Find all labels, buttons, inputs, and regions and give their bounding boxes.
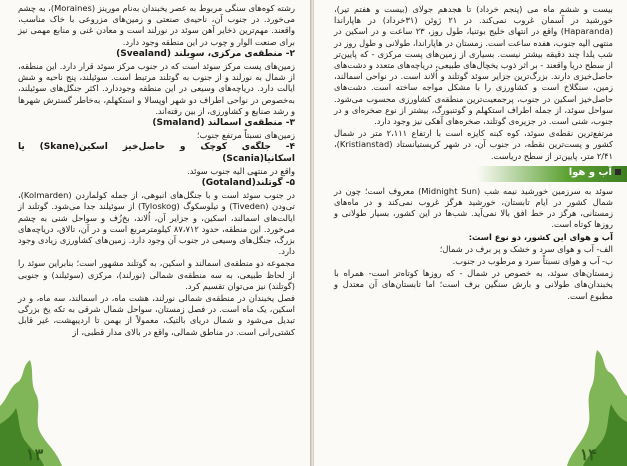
subheading: آب و هوای این کشور، دو نوع است: bbox=[468, 231, 613, 242]
paragraph: زمین‌های پست مرکز سوئد است که در جنوب مرکز سوئد قرار دارد. این منطقه، از شمال به نورلند و از جنوب به گوتلند مرتبط است. سوئیلند، پنج ناحیه و شش ایالت دارد. دریاچه‌های وسیعی در این منطقه وجوددارد. اکثر جنگل‌های سوئیلند، به‌خصوص در نواحی اطراف دو شهر اوپسالا و استکهلم، به‌خاطر گسترش شهرها و رشد صنایع و کشاورزی، از بین رفته‌اند. bbox=[18, 61, 295, 116]
paragraph: در جنوب سوئد است و با جنگل‌های انبوهی، از جمله کولماردن (Kolmarden)، تی‌ودن (Tiveden) و تیلوسکوگ (Tyloskog) از سوئیلند جدا می‌شود. گوتلند از ایالت‌های اسمالند، اسکین، و جزایر آن، اُلاند، بخ‌زُف و سواحل شنی به چشم می‌خورد. این منطقه، حدود ۸۷،۷۱۲ کیلومترمربع است و در آن، تالاق، دریاچه‌های بزرگ، جنگل‌های وسیعی در جنوب آن وجود دارد. زمین‌های کشاورزی زیادی وجود دارد. bbox=[18, 190, 295, 257]
section-banner bbox=[477, 166, 627, 182]
list-item: الف- آب و هوای سرد و خشک و پر برف در شمال؛ bbox=[439, 243, 613, 254]
paragraph: واقع در منتهی الیه جنوب سوئد. bbox=[187, 165, 295, 176]
paragraph: سوئد به سرزمین خورشید نیمه شب (Midnight Sun) معروف است؛ چون در شمال کشور در ایام تابستان، خورشید هرگز غروب نمی‌کند و در ماه‌های زمستانی، هرگز در خط افق بالا نمی‌آید. شب‌ها در این کشور، بسیار طولانی و روزها کوتاه است. bbox=[334, 185, 613, 230]
paragraph: مجموعه دو منطقه‌ی اسمالند و اسکین، به گوتلند مشهور است؛ بنابراین سوئد را از لحاظ طبیعی، به سه منطقه‌ی شمالی (نورلند)، مرکزی (سوئیلند) و جنوبی (گوتلند) نیز می‌توان تقسیم کرد. bbox=[18, 258, 295, 291]
square-bullet-icon bbox=[615, 169, 621, 175]
paragraph: زمستان‌های سوئد، به خصوص در شمال - که روزها کوتاه‌تر است- همراه با یخبندان‌های طولانی و بارش سنگین برف است؛ اما تابستان‌های آن معتدل و مطبوع است. bbox=[334, 268, 613, 301]
paragraph: فصل یخبندان در منطقه‌ی شمالی نورلند، هشت ماه، در اسمالند، سه ماه، و در اسکین، یک ماه است. در فصل زمستان، سواحل شمال شرقی به تکه یخ بزرگی تبدیل می‌شود و شمال دریای بالتیک، معمولاً از بهمن تا اردیبهشت، غیر قابل کشتی‌رانی است. در مناطق شمالی، واقع در بالای مدار قطبی، از bbox=[18, 293, 295, 337]
right-page bbox=[314, 0, 627, 466]
page-number: ۱۳ bbox=[26, 445, 44, 464]
section-title bbox=[569, 167, 621, 178]
section-heading: ۵- گوتلند(Gotaland) bbox=[201, 178, 295, 189]
page-number: ۱۴ bbox=[579, 445, 597, 464]
section-heading: ۲- منطقه‌ی مرکزی، سوِیلند (Svealand) bbox=[116, 48, 295, 59]
left-page-text bbox=[18, 3, 295, 339]
section-heading: ۳- منطقه‌ی اسمالند (Smaland) bbox=[152, 118, 295, 129]
paragraph: مرتفع‌ترین نقطه‌ی سوئد، کوه کبنه کایزه است با ارتفاع ۲،۱۱۱ متر در شمال کشور و پست‌ترین نقطه، در جنوب آن، در شهر کریستیانستاد (Kristianstad)، ۲/۴۱ متر، پایین‌تر از سطح دریاست. bbox=[334, 128, 613, 161]
section-title-text: آب و هوا bbox=[568, 166, 612, 178]
section-banner-row bbox=[334, 166, 613, 184]
list-item: ب- آب و هوای نسبتاً سرد و مرطوب در جنوب. bbox=[452, 256, 613, 267]
right-page-text bbox=[334, 4, 613, 303]
paragraph: زمین‌های نسبتاً مرتفع جنوب؛ bbox=[196, 130, 295, 141]
section-heading: ۴- جلگه‌ی کوچک و حاصل‌خیز اسکین(Skane) یا اسکانیا(Scania) bbox=[18, 142, 295, 164]
paragraph: بیست و ششم ماه می (پنجم خرداد) تا هجدهم جولای (بیست و هفتم تیر)، خورشید در آسمان غروب نمی‌کند. در ۲۱ ژوئن (۳۱خرداد) در هاپاراندا (Haparanda) واقع در انتهای خلیج بوتنیا، طول روز، ۲۳ ساعت و در اسکین در منتهی الیه جنوب، هفده ساعت است. زمستان در هاپاراندا، طولانی و طول روز در شب یلدا چند دقیقه بیشتر نیست. بسیاری از زمین‌های پست مرکزی - که پایین‌تر از سطح دریا واقعند - بر اثر ذوب یخچال‌های طبیعی، دریاچه‌های متعدد و دشت‌های حاصل‌خیزی دارند. بزرگ‌ترین جزایر سوئد گوتلند و اُلاند است. در نواحی اسمالند، زمین، سنگلاخ است و کشاورزی را با مشکل مواجه ساخته است. دشت‌های حاصل‌خیز اسکین در جنوب، پرجمعیت‌ترین منطقه‌ی کشاورزی محسوب می‌شود. سواحل سوئد، از جمله اطراف استکهلم و گوتنبورگ، بیشتر از نوع صخره‌ای و در جنوب، شنی است. در جزیره‌ی گوتلند، صخره‌های آهکی نیز وجود دارد. bbox=[334, 4, 613, 127]
paragraph: رشته کوه‌های سنگی مربوط به عصر یخبندان به‌نام مورینز (Moraines)، به چشم می‌خورد. در جنوب آن، ناحیه‌ی صنعتی و زمین‌های مزروعی با خاک مناسب، واقعند. مهم‌ترین ذخایر آهن سوئد در نورلند است و معادن غنی و منابع مهمی نیز برای صنعت الوار و چوب در این منطقه وجود دارد. bbox=[18, 3, 296, 47]
left-page bbox=[0, 0, 311, 466]
